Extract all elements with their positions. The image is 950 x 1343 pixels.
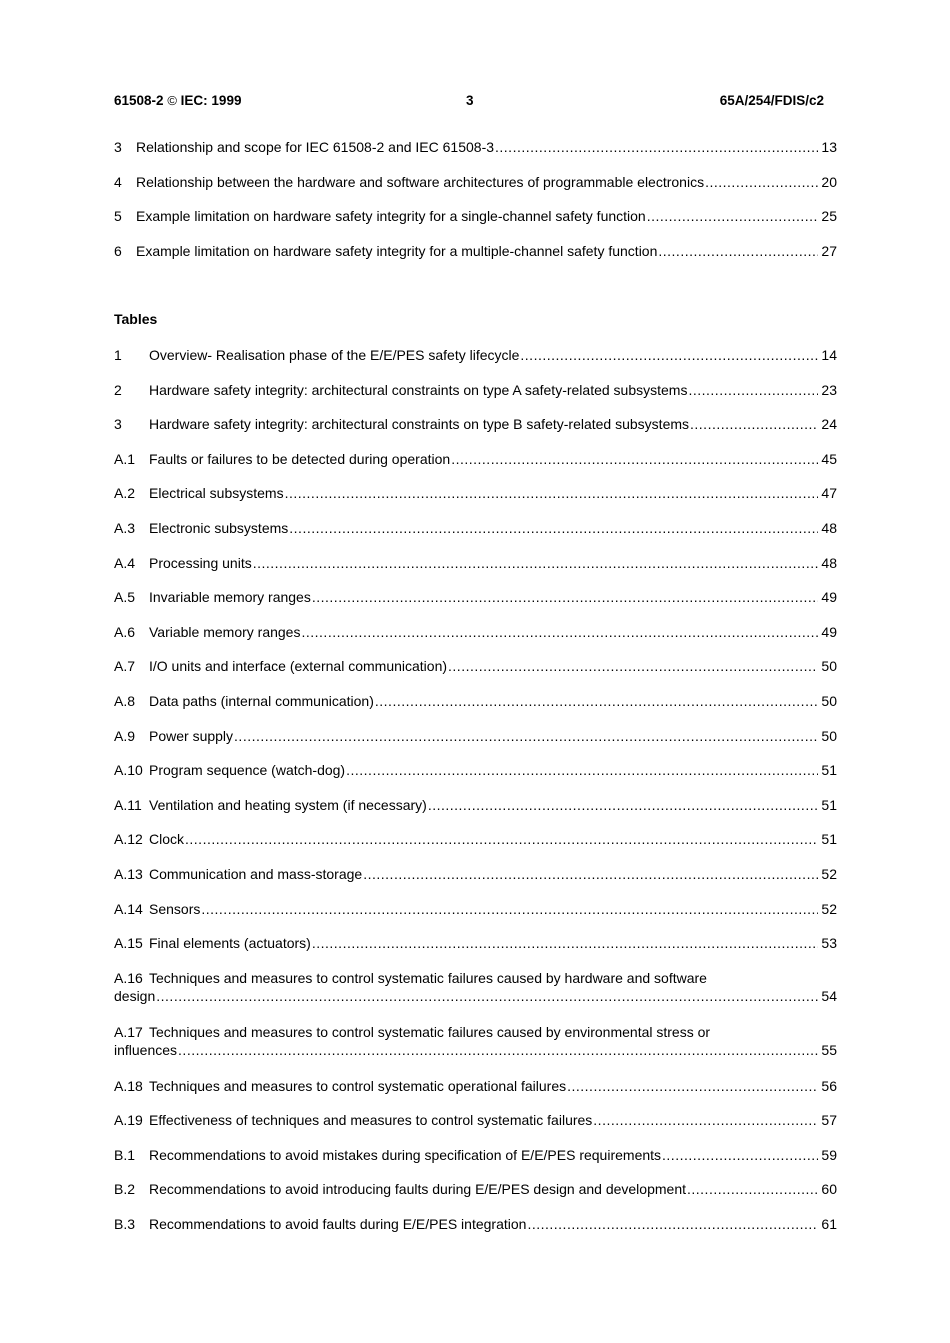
header-standard-id: 61508-2 © IEC: 1999	[114, 93, 242, 108]
toc-entry-table[interactable]: B.1 Recommendations to avoid mistakes during specification of E/E/PES requirements ..... 59	[114, 1146, 837, 1181]
toc-entry-table[interactable]: A.18 Techniques and measures to control systematic operational failures ..... 56	[114, 1077, 837, 1112]
toc-entry-table[interactable]: A.7 I/O units and interface (external communication) ..... 50	[114, 657, 837, 692]
toc-entry-table[interactable]: A.6 Variable memory ranges ..... 49	[114, 623, 837, 658]
toc-entry-table[interactable]: B.2 Recommendations to avoid introducing faults during E/E/PES design and development ..... 60	[114, 1180, 837, 1215]
toc-entry-table[interactable]: 1 Overview- Realisation phase of the E/E/PES safety lifecycle ..... 14	[114, 346, 837, 381]
toc-entry-table[interactable]: A.3 Electronic subsystems ..... 48	[114, 519, 837, 554]
toc-entry-table[interactable]: A.17 Techniques and measures to control systematic failures caused by environmental stress or influences ..... 55	[114, 1023, 837, 1077]
toc-entry-figure[interactable]: 4 Relationship between the hardware and software architectures of programmable electronics ..... 20	[114, 173, 837, 208]
header-doc-code: 65A/254/FDIS/c2	[719, 93, 824, 108]
toc-entry-table[interactable]: A.19 Effectiveness of techniques and measures to control systematic failures ..... 57	[114, 1111, 837, 1146]
toc-entry-table[interactable]: A.15 Final elements (actuators) ..... 53	[114, 934, 837, 969]
toc-entry-table[interactable]: A.4 Processing units ..... 48	[114, 554, 837, 589]
toc-entry-table[interactable]: 3 Hardware safety integrity: architectural constraints on type B safety-related subsystems ..... 24	[114, 415, 837, 450]
page-header	[114, 93, 824, 111]
toc-entry-table[interactable]: A.5 Invariable memory ranges ..... 49	[114, 588, 837, 623]
toc-entry-table[interactable]: A.1 Faults or failures to be detected during operation ..... 45	[114, 450, 837, 485]
toc-entry-figure[interactable]: 5 Example limitation on hardware safety integrity for a single-channel safety function ..... 25	[114, 207, 837, 242]
tables-heading: Tables	[114, 311, 158, 327]
toc-entry-table[interactable]: A.13 Communication and mass-storage ..... 52	[114, 865, 837, 900]
toc-entry-table[interactable]: A.8 Data paths (internal communication) ..... 50	[114, 692, 837, 727]
toc-entry-figure[interactable]: 3 Relationship and scope for IEC 61508-2 and IEC 61508-3 ..... 13	[114, 138, 837, 173]
toc-entry-table[interactable]: A.14 Sensors ..... 52	[114, 900, 837, 935]
header-page-number: 3	[466, 93, 474, 108]
toc-entry-figure[interactable]: 6 Example limitation on hardware safety integrity for a multiple-channel safety function ..... 27	[114, 242, 837, 277]
list-of-figures	[114, 138, 837, 276]
toc-entry-table[interactable]: A.2 Electrical subsystems ..... 47	[114, 484, 837, 519]
toc-entry-table[interactable]: A.9 Power supply ..... 50	[114, 727, 837, 762]
toc-entry-table[interactable]: A.12 Clock ..... 51	[114, 830, 837, 865]
toc-entry-table[interactable]: A.16 Techniques and measures to control systematic failures caused by hardware and software design ..... 54	[114, 969, 837, 1023]
toc-entry-table[interactable]: 2 Hardware safety integrity: architectural constraints on type A safety-related subsystems ..... 23	[114, 381, 837, 416]
toc-entry-table[interactable]: B.3 Recommendations to avoid faults during E/E/PES integration ..... 61	[114, 1215, 837, 1250]
list-of-tables	[114, 346, 837, 1250]
copyright-symbol: ©	[167, 93, 177, 108]
toc-entry-table[interactable]: A.10 Program sequence (watch-dog) ..... 51	[114, 761, 837, 796]
toc-entry-table[interactable]: A.11 Ventilation and heating system (if necessary) ..... 51	[114, 796, 837, 831]
